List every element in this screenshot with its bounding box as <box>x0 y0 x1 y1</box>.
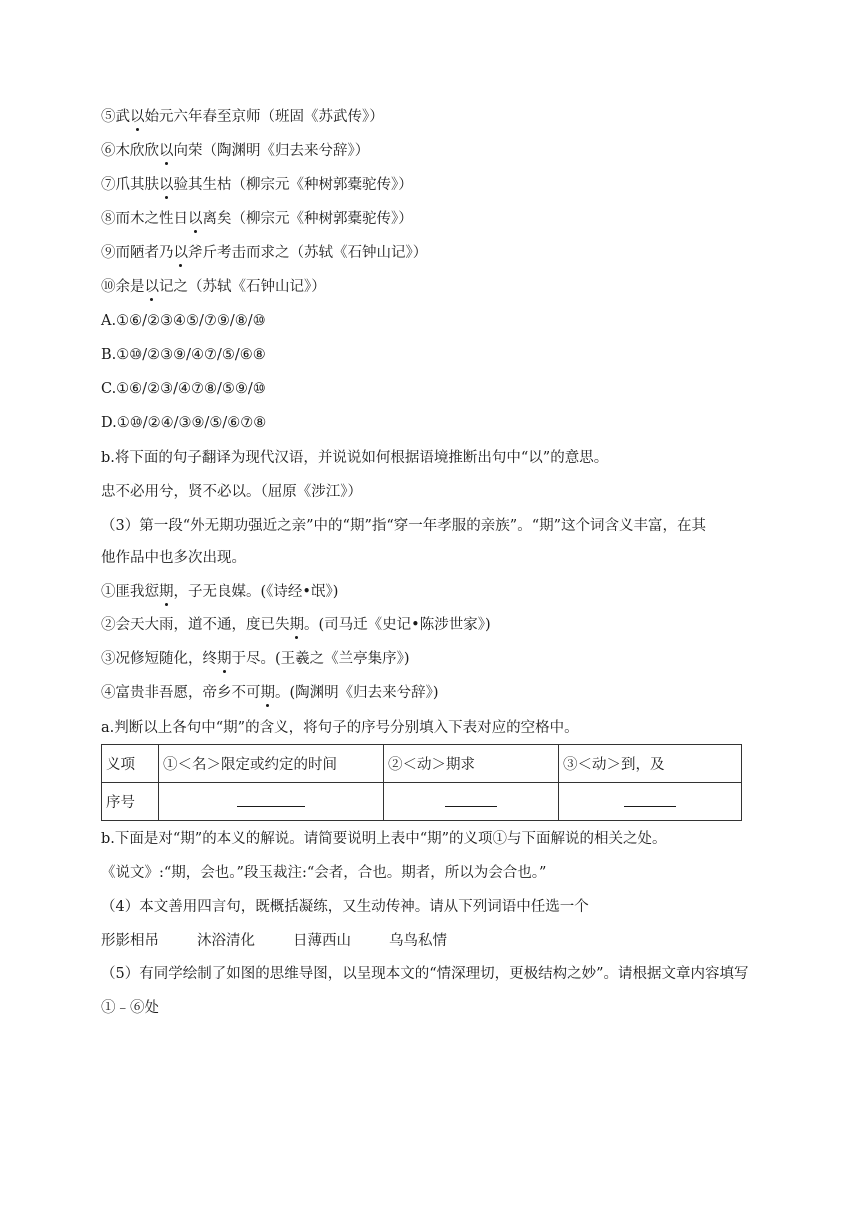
example-7: ⑦爪其肤以验其生枯（柳宗元《种树郭橐驼传》） <box>101 177 413 193</box>
emphasis-char: 以 <box>144 279 159 295</box>
qi-item-4: ④富贵非吾愿，帝乡不可期。(陶渊明《归去来兮辞》) <box>101 685 439 701</box>
example-6: ⑥木欣欣以向荣（陶渊明《归去来兮辞》） <box>101 143 370 159</box>
answer-blank[interactable] <box>445 792 497 807</box>
meaning-table <box>101 744 742 821</box>
option-a: A.①⑥/②③④⑤/⑦⑨/⑧/⑩ <box>101 313 266 329</box>
quote-shejiang: 忠不必用兮，贤不必以。（屈原《涉江》） <box>101 484 362 500</box>
meaning-3-cell: ③＜动＞到，及 <box>559 745 742 783</box>
word-choice: 形影相吊 <box>101 933 159 949</box>
qi-item-3: ③况修短随化，终期于尽。(王羲之《兰亭集序》) <box>101 651 410 667</box>
question-a-judge: a.判断以上各句中“期”的含义，将句子的序号分别填入下表对应的空格中。 <box>101 720 579 736</box>
question-5-line2: ①﹣⑥处 <box>101 1000 159 1016</box>
word-choice: 日薄西山 <box>293 933 351 949</box>
word-choices <box>101 931 485 951</box>
table-row <box>102 745 742 783</box>
shuowen-quote: 《说文》:“期，会也。”段玉裁注:“会者，合也。期者，所以为会合也。” <box>101 865 547 881</box>
example-9: ⑨而陋者乃以斧斤考击而求之（苏轼《石钟山记》） <box>101 245 428 261</box>
qi-item-2: ②会天大雨，道不通，度已失期。(司马迁《史记•陈涉世家》) <box>101 617 491 633</box>
question-4: （4）本文善用四言句，既概括凝练，又生动传神。请从下列词语中任选一个 <box>101 899 589 915</box>
emphasis-char: 以 <box>188 211 203 227</box>
answer-blank[interactable] <box>237 792 305 807</box>
emphasis-char: 期 <box>217 651 232 667</box>
question-3-line2: 他作品中也多次出现。 <box>101 550 246 566</box>
question-3-line1: （3）第一段“外无期功强近之亲”中的“期”指“穿一年孝服的亲族”。“期”这个词含义丰富，在其 <box>101 518 707 534</box>
example-5: ⑤武以始元六年春至京师（班固《苏武传》） <box>101 109 384 125</box>
question-b-explain: b.下面是对“期”的本义的解说。请简要说明上表中“期”的义项①与下面解说的相关之处。 <box>101 831 667 847</box>
emphasis-char: 期 <box>289 617 304 633</box>
option-c: C.①⑥/②③/④⑦⑧/⑤⑨/⑩ <box>101 381 266 397</box>
answer-blank[interactable] <box>624 792 676 807</box>
emphasis-char: 期 <box>260 685 275 701</box>
qi-item-1: ①匪我愆期，子无良媒。(《诗经•氓》) <box>101 584 339 600</box>
emphasis-char: 以 <box>173 245 188 261</box>
word-choice: 沐浴清化 <box>197 933 255 949</box>
emphasis-char: 期 <box>159 584 174 600</box>
example-8: ⑧而木之性日以离矣（柳宗元《种树郭橐驼传》） <box>101 211 413 227</box>
word-choice: 乌鸟私情 <box>389 933 447 949</box>
emphasis-char: 以 <box>130 109 145 125</box>
emphasis-char: 以 <box>159 143 174 159</box>
emphasis-char: 以 <box>159 177 174 193</box>
answer-cell-2[interactable] <box>384 783 559 821</box>
table-row <box>102 783 742 821</box>
meaning-2-cell: ②＜动＞期求 <box>384 745 559 783</box>
answer-cell-1[interactable] <box>159 783 384 821</box>
question-b-translate: b.将下面的句子翻译为现代汉语，并说说如何根据语境推断出句中“以”的意思。 <box>101 450 609 466</box>
option-b: B.①⑩/②③⑨/④⑦/⑤/⑥⑧ <box>101 347 266 363</box>
example-10: ⑩余是以记之（苏轼《石钟山记》） <box>101 279 326 295</box>
option-d: D.①⑩/②④/③⑨/⑤/⑥⑦⑧ <box>101 415 267 431</box>
meaning-1-cell: ①＜名＞限定或约定的时间 <box>159 745 384 783</box>
table-header-cell: 义项 <box>102 745 159 783</box>
question-5-line1: （5）有同学绘制了如图的思维导图，以呈现本文的“情深理切，更极结构之妙”。请根据文章内容填写 <box>101 966 749 982</box>
table-header-cell: 序号 <box>102 783 159 821</box>
answer-cell-3[interactable] <box>559 783 742 821</box>
